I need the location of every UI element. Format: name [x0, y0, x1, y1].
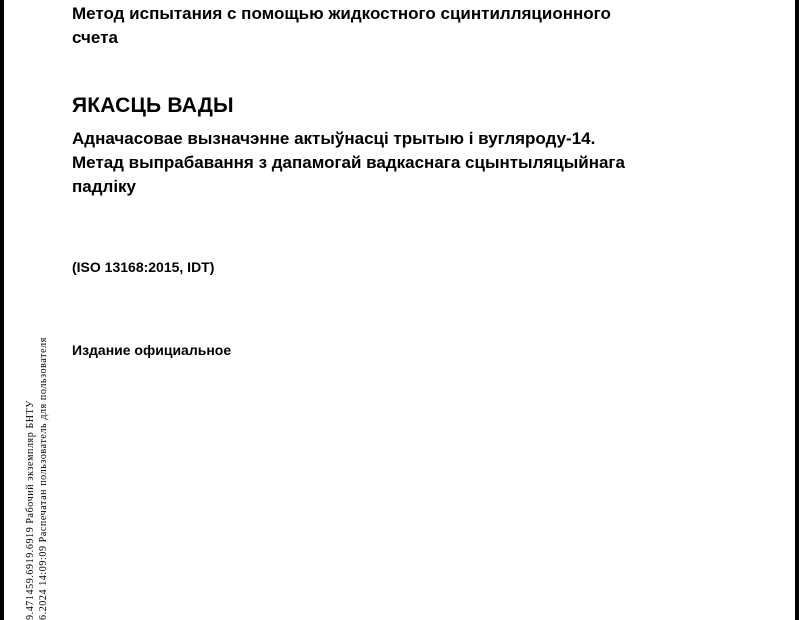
subtitle-line-2: Метад выпрабавання з дапамогай вадкаснага сцынтыляцыйнага — [72, 153, 625, 172]
side-note-line-2: 6.2024 14:09:09 Распечатан пользователь для пользователя — [38, 337, 49, 620]
top-title-line-2: счета — [72, 28, 118, 47]
subtitle-line-1: Адначасовае вызначэнне актыўнасці трытыю і вугляроду-14. — [72, 129, 596, 148]
right-page-edge — [795, 0, 799, 620]
side-note-line-1: 9.471459.6919.6919 Рабочий экземпляр БНТУ — [25, 400, 36, 620]
edition-label: Издание официальное — [72, 342, 232, 358]
subtitle-line-3: падліку — [72, 177, 136, 196]
vertical-side-note — [24, 290, 50, 620]
left-page-edge — [0, 0, 4, 620]
top-title-block — [72, 2, 772, 50]
document-subtitle — [72, 127, 772, 199]
document-title: ЯКАСЦЬ ВАДЫ — [72, 94, 234, 117]
side-note-container — [24, 290, 58, 620]
top-title-line-1: Метод испытания с помощью жидкостного сцинтилляционного — [72, 4, 611, 23]
iso-reference: (ISO 13168:2015, IDT) — [72, 259, 215, 275]
